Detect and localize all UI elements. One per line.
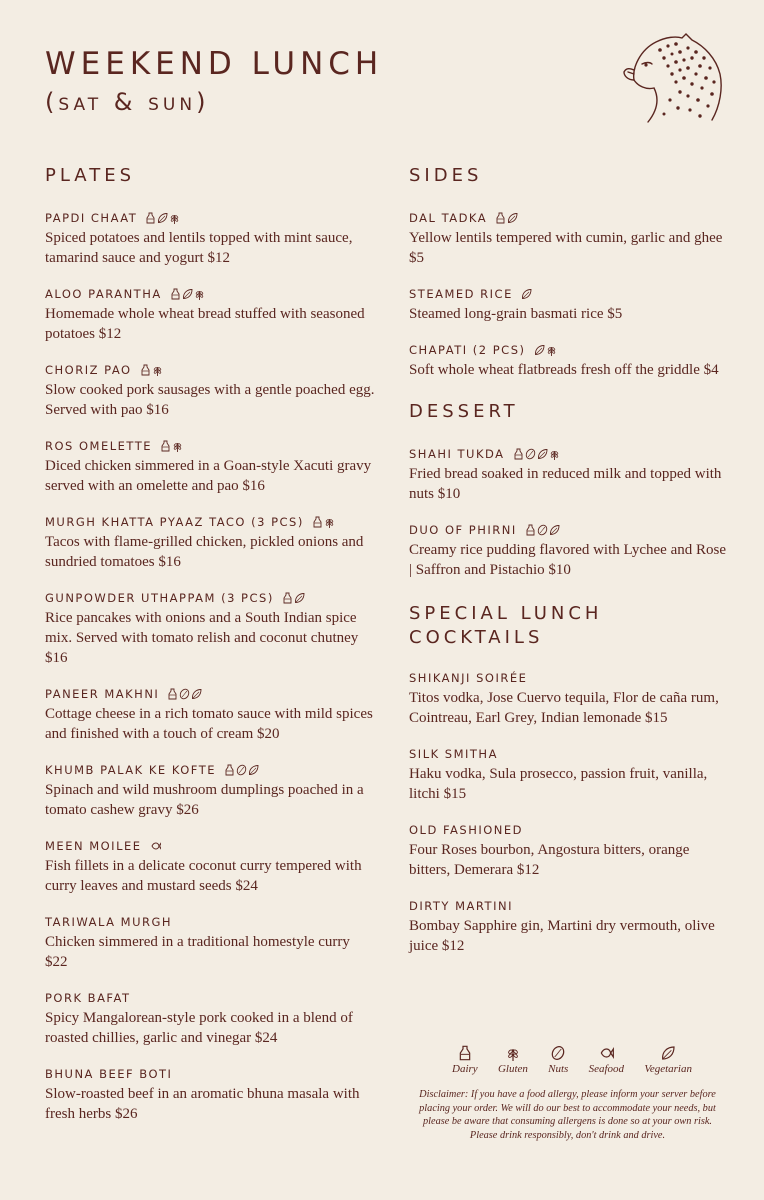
legend-item <box>498 1045 528 1075</box>
menu-title: WEEKEND LUNCH <box>45 46 384 82</box>
disclaimer: Disclaimer: If you have a food allergy, please inform your server before placing your order. We will do our best to accommodate your needs, but please be aware that consuming allergens is done so at your own risk. Please drink responsibly, don't drink and drive. <box>419 1089 716 1141</box>
menu-item-name-text: OLD FASHIONED <box>409 823 524 837</box>
menu-item <box>409 670 729 728</box>
dairy-icon <box>525 524 536 536</box>
cheetah-logo-icon <box>616 28 728 124</box>
menu-item-description: Steamed long-grain basmati rice $5 <box>409 306 623 322</box>
legend-label: Gluten <box>497 1063 528 1075</box>
allergen-icons <box>167 688 202 700</box>
cocktails-title-line1: SPECIAL LUNCH <box>409 603 603 624</box>
menu-item-description: Fried bread soaked in reduced milk and topped with nuts $10 <box>409 466 722 502</box>
allergen-legend <box>452 1045 692 1075</box>
menu-item <box>45 762 375 820</box>
menu-item-name <box>45 210 375 226</box>
section-title-sides: SIDES <box>409 165 483 186</box>
menu-item-name <box>45 838 375 854</box>
legend-label: Vegetarian <box>644 1063 692 1075</box>
menu-item-name <box>409 522 729 538</box>
vegetarian-icon <box>537 448 548 460</box>
menu-item-name-text: PANEER MAKHNI <box>45 687 160 701</box>
menu-item-name <box>45 686 375 702</box>
nuts-icon <box>236 764 247 776</box>
allergen-icons <box>150 840 161 852</box>
menu-item-description: Fish fillets in a delicate coconut curry tempered with curry leaves and mustard seeds $24 <box>45 858 362 894</box>
menu-item-name-text: MEEN MOILEE <box>45 839 142 853</box>
menu-item <box>409 822 729 880</box>
menu-subtitle: (sat & sun) <box>45 88 210 116</box>
menu-item-name <box>45 762 375 778</box>
menu-item-name-text: KHUMB PALAK KE KOFTE <box>45 763 217 777</box>
menu-item-description: Diced chicken simmered in a Goan-style Xacuti gravy served with an omelette and pao $16 <box>45 458 372 494</box>
menu-item-name-text: STEAMED RICE <box>409 287 513 301</box>
menu-item <box>45 210 375 268</box>
dairy-icon <box>170 288 181 300</box>
menu-item-description: Homemade whole wheat bread stuffed with seasoned potatoes $12 <box>45 306 365 342</box>
menu-item <box>45 686 375 744</box>
allergen-icons <box>513 448 560 460</box>
menu-item-name <box>45 914 375 930</box>
menu-item-name <box>45 990 375 1006</box>
gluten-icon <box>172 440 183 452</box>
allergen-icons <box>160 440 183 452</box>
gluten-icon <box>194 288 205 300</box>
menu-item-name <box>409 210 729 226</box>
allergen-icons <box>140 364 163 376</box>
plates-list <box>45 210 375 1124</box>
menu-item-description: Four Roses bourbon, Angostura bitters, orange bitters, Demerara $12 <box>409 842 690 878</box>
menu-item-description: Yellow lentils tempered with cumin, garlic and ghee $5 <box>409 230 723 266</box>
left-column <box>45 164 375 1124</box>
dairy-icon <box>282 592 293 604</box>
gluten-icon <box>169 212 180 224</box>
menu-item <box>409 898 729 956</box>
dairy-icon <box>495 212 506 224</box>
dairy-icon <box>513 448 524 460</box>
menu-item <box>45 590 375 668</box>
menu-item-description: Tacos with flame-grilled chicken, pickled onions and sundried tomatoes $16 <box>45 534 364 570</box>
dairy-icon <box>457 1045 473 1061</box>
menu-item <box>45 838 375 896</box>
allergen-icons <box>282 592 305 604</box>
allergen-icons <box>145 212 180 224</box>
nuts-icon <box>550 1045 566 1061</box>
nuts-icon <box>179 688 190 700</box>
gluten-icon <box>324 516 335 528</box>
gluten-icon <box>546 344 557 356</box>
menu-item-name <box>409 670 729 686</box>
gluten-icon <box>505 1045 521 1061</box>
seafood-icon <box>598 1045 614 1061</box>
menu-item-description: Spiced potatoes and lentils topped with mint sauce, tamarind sauce and yogurt $12 <box>45 230 353 266</box>
menu-item-name <box>409 898 729 914</box>
menu-item <box>409 210 729 268</box>
menu-item-name <box>409 822 729 838</box>
menu-item <box>409 286 729 324</box>
menu-item-name <box>45 514 375 530</box>
dairy-icon <box>160 440 171 452</box>
allergen-icons <box>312 516 335 528</box>
menu-item-name-text: ROS OMELETTE <box>45 439 153 453</box>
menu-item <box>45 914 375 972</box>
vegetarian-icon <box>157 212 168 224</box>
dairy-icon <box>312 516 323 528</box>
allergen-icons <box>495 212 518 224</box>
menu-item-name-text: BHUNA BEEF BOTI <box>45 1067 173 1081</box>
menu-item-description: Bombay Sapphire gin, Martini dry vermouth, olive juice $12 <box>409 918 715 954</box>
gluten-icon <box>549 448 560 460</box>
menu-item-name <box>45 286 375 302</box>
sides-list <box>409 210 729 380</box>
legend-label: Dairy <box>452 1063 478 1075</box>
menu-item-description: Rice pancakes with onions and a South Indian spice mix. Served with tomato relish and coconut chutney $16 <box>45 610 359 666</box>
menu-item-name-text: CHORIZ PAO <box>45 363 132 377</box>
menu-item-description: Soft whole wheat flatbreads fresh off the griddle $4 <box>409 362 719 378</box>
menu-item <box>409 342 729 380</box>
menu-item-name-text: DUO OF PHIRNI <box>409 523 517 537</box>
vegetarian-icon <box>549 524 560 536</box>
menu-item-name <box>409 746 729 762</box>
menu-item-description: Slow cooked pork sausages with a gentle poached egg. Served with pao $16 <box>45 382 375 418</box>
menu-item-name <box>45 1066 375 1082</box>
menu-item <box>45 286 375 344</box>
menu-item-description: Creamy rice pudding flavored with Lychee and Rose | Saffron and Pistachio $10 <box>409 542 726 578</box>
menu-item-name-text: CHAPATI (2 PCS) <box>409 343 526 357</box>
seafood-icon <box>150 840 161 852</box>
dairy-icon <box>140 364 151 376</box>
menu-item-name-text: SILK SMITHA <box>409 747 498 761</box>
allergen-icons <box>534 344 557 356</box>
vegetarian-icon <box>521 288 532 300</box>
menu-item-description: Spicy Mangalorean-style pork cooked in a blend of roasted chillies, garlic and vinegar $24 <box>45 1010 353 1046</box>
menu-item-name-text: SHAHI TUKDA <box>409 447 505 461</box>
dairy-icon <box>224 764 235 776</box>
section-title-cocktails <box>409 602 729 650</box>
allergen-icons <box>521 288 532 300</box>
dairy-icon <box>167 688 178 700</box>
menu-item-name <box>409 342 729 358</box>
legend-item <box>452 1045 478 1075</box>
allergen-icons <box>525 524 560 536</box>
menu-item-name-text: DAL TADKA <box>409 211 488 225</box>
menu-item <box>45 990 375 1048</box>
menu-item-description: Chicken simmered in a traditional homestyle curry $22 <box>45 934 350 970</box>
allergen-icons <box>224 764 259 776</box>
menu-item-name <box>45 438 375 454</box>
dairy-icon <box>145 212 156 224</box>
menu-item-name-text: SHIKANJI SOIRÉE <box>409 671 528 685</box>
menu-item <box>45 438 375 496</box>
right-column <box>409 164 729 956</box>
legend-item <box>589 1045 624 1075</box>
nuts-icon <box>525 448 536 460</box>
legend-item <box>644 1045 692 1075</box>
legend-item <box>548 1045 568 1075</box>
cocktails-list <box>409 670 729 956</box>
menu-item-description: Spinach and wild mushroom dumplings poached in a tomato cashew gravy $26 <box>45 782 364 818</box>
section-title-plates: PLATES <box>45 165 136 186</box>
menu-item-name-text: TARIWALA MURGH <box>45 915 173 929</box>
menu-item-name <box>45 362 375 378</box>
section-title-dessert: DESSERT <box>409 401 519 422</box>
menu-item-name-text: DIRTY MARTINI <box>409 899 513 913</box>
allergen-icons <box>170 288 205 300</box>
nuts-icon <box>537 524 548 536</box>
cocktails-title-line2: COCKTAILS <box>409 627 544 648</box>
legend-label: Nuts <box>548 1063 569 1075</box>
vegetarian-icon <box>191 688 202 700</box>
menu-item <box>45 1066 375 1124</box>
menu-item-name <box>45 590 375 606</box>
legend-label: Seafood <box>588 1063 625 1075</box>
vegetarian-icon <box>534 344 545 356</box>
menu-item <box>45 362 375 420</box>
menu-item-name-text: PORK BAFAT <box>45 991 131 1005</box>
vegetarian-icon <box>248 764 259 776</box>
vegetarian-icon <box>507 212 518 224</box>
menu-item-name-text: GUNPOWDER UTHAPPAM (3 PCS) <box>45 591 274 605</box>
menu-item-description: Cottage cheese in a rich tomato sauce with mild spices and finished with a touch of cream $20 <box>45 706 373 742</box>
vegetarian-icon <box>294 592 305 604</box>
menu-item <box>409 522 729 580</box>
menu-item-name <box>409 446 729 462</box>
menu-item-name-text: ALOO PARANTHA <box>45 287 162 301</box>
menu-item <box>45 514 375 572</box>
menu-item <box>409 446 729 504</box>
menu-item <box>409 746 729 804</box>
menu-item-name-text: PAPDI CHAAT <box>45 211 138 225</box>
menu-item-description: Titos vodka, Jose Cuervo tequila, Flor de caña rum, Cointreau, Earl Grey, Indian lemonade $15 <box>409 690 719 726</box>
vegetarian-icon <box>660 1045 676 1061</box>
gluten-icon <box>152 364 163 376</box>
dessert-list <box>409 446 729 580</box>
menu-item-name-text: MURGH KHATTA PYAAZ TACO (3 PCS) <box>45 515 304 529</box>
vegetarian-icon <box>182 288 193 300</box>
menu-item-name <box>409 286 729 302</box>
menu-item-description: Haku vodka, Sula prosecco, passion fruit, vanilla, litchi $15 <box>409 766 708 802</box>
menu-item-description: Slow-roasted beef in an aromatic bhuna masala with fresh herbs $26 <box>45 1086 360 1122</box>
